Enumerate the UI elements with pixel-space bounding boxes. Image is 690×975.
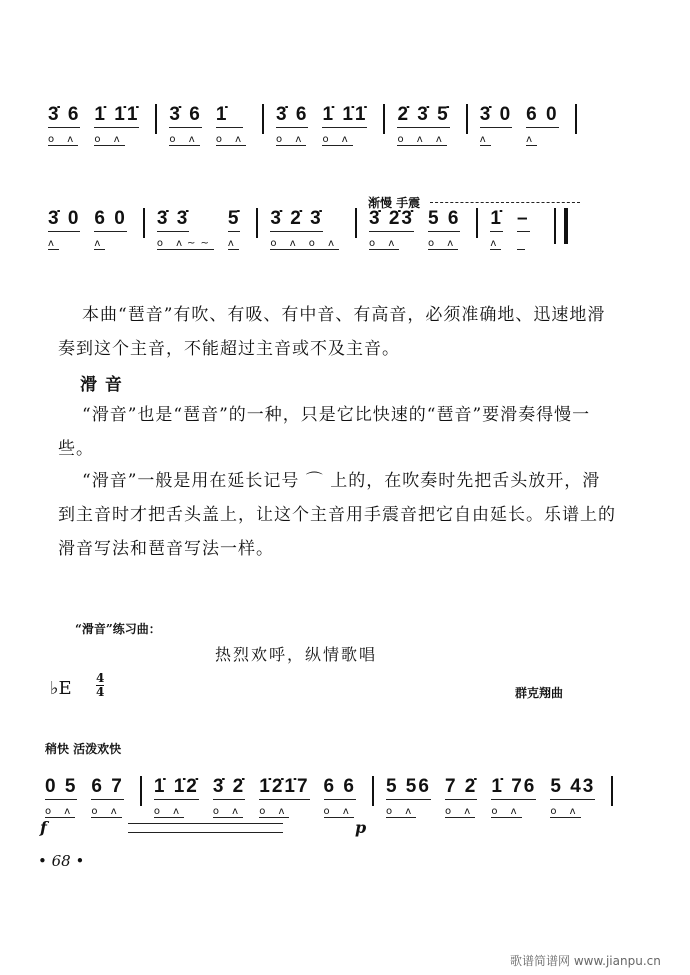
note-group: [369, 208, 414, 250]
notes: 1̇ 1̇1̇: [94, 104, 139, 128]
breath-marks: o ʌ: [322, 134, 353, 145]
breath-marks: ʌ: [48, 238, 59, 249]
breath-marks: ʌ: [94, 238, 106, 249]
notes: 3̇ 2̇3̇: [369, 208, 414, 232]
note-group: [276, 104, 308, 146]
bar-line: [355, 208, 357, 238]
breath-marks: o ʌ: [169, 134, 200, 145]
paragraph-1: 本曲“琶音”有吹、有吸、有中音、有高音，必须准确地、迅速地滑奏到这个主音，不能超过主音或不及主音。: [58, 305, 606, 359]
notes: 1̇ 1̇2̇: [154, 776, 199, 800]
notes: –: [517, 208, 530, 232]
notes: 1̇ 76: [491, 776, 536, 800]
note-group: [228, 208, 241, 250]
breath-marks: o ʌ: [276, 134, 307, 145]
notes: 7 2̇: [445, 776, 477, 800]
tremolo-line: [430, 202, 580, 203]
notes: 0 5: [45, 776, 77, 800]
breath-marks: o ʌ: [323, 806, 354, 817]
breath-marks: ʌ: [479, 134, 491, 145]
music-line-2: [48, 208, 568, 250]
notes: 2̇ 3̇ 5̇: [397, 104, 449, 128]
bar-line: [611, 776, 613, 806]
notes: 5 56: [386, 776, 431, 800]
final-bar-line: [554, 208, 568, 244]
bar-line: [262, 104, 264, 134]
exercise-label: “滑音”练习曲：: [75, 622, 161, 636]
note-group: [91, 776, 123, 818]
bar-line: [372, 776, 374, 806]
breath-marks: o ʌ: [48, 134, 79, 145]
note-group: [45, 776, 77, 818]
time-sig-top: 4: [96, 671, 105, 685]
tempo-mark: 渐慢 手震: [368, 196, 421, 210]
note-group: [324, 776, 356, 818]
bar-line: [383, 104, 385, 134]
breath-marks: ʌ: [227, 238, 239, 249]
breath-marks: o ʌ: [153, 806, 185, 817]
page-number: • 68 •: [38, 852, 85, 870]
breath-marks: o ʌ: [428, 238, 459, 249]
breath-marks: o ʌ: [45, 806, 76, 817]
bar-line: [140, 776, 142, 806]
diminuendo-mark: [128, 823, 283, 833]
breath-marks: o ʌ o ʌ: [270, 238, 340, 249]
note-group: [386, 776, 431, 818]
note-group: [428, 208, 460, 250]
song-title: 热烈欢呼，纵情歌唱: [215, 645, 378, 664]
notes: 3̇ 2̇ 3̇: [270, 208, 322, 232]
notes: 5 43: [550, 776, 595, 800]
note-group: [213, 776, 245, 818]
notes: 1̇: [490, 208, 503, 232]
key-signature: ♭E: [50, 678, 72, 699]
dynamic-piano: p: [355, 818, 367, 837]
breath-marks: o ʌ: [215, 134, 247, 145]
notes: 3̇ 2̇: [213, 776, 245, 800]
breath-marks: o ʌ: [444, 806, 476, 817]
watermark: 歌谱简谱网 www.jianpu.cn: [510, 954, 661, 968]
breath-marks: o ʌ: [259, 806, 290, 817]
note-group: [157, 208, 214, 250]
note-group: [490, 208, 503, 250]
notes: 6 0: [94, 208, 126, 232]
notes: 3̇ 0: [48, 208, 80, 232]
note-group: [270, 208, 339, 250]
notes: 6 6: [324, 776, 356, 800]
note-group: [526, 104, 558, 146]
note-group: [550, 776, 595, 818]
notes: 5̇: [228, 208, 241, 232]
breath-marks: ʌ: [490, 238, 502, 249]
breath-marks: o ʌ: [212, 806, 244, 817]
bar-line: [575, 104, 577, 134]
note-group: [48, 208, 80, 250]
section-heading: 滑 音: [80, 375, 123, 395]
notes: 5 6: [428, 208, 460, 232]
breath-marks: o ʌ: [550, 806, 581, 817]
breath-marks: o ʌ: [385, 806, 417, 817]
breath-marks: o ʌ: [91, 806, 122, 817]
note-group: [322, 104, 367, 146]
breath-marks: ʌ: [526, 134, 538, 145]
notes: 3̇ 6: [276, 104, 308, 128]
bar-line: [155, 104, 157, 134]
notes: 6 0: [526, 104, 558, 128]
paragraph-3: “滑音”一般是用在延长记号 ⌒ 上的，在吹奏时先把舌头放开，滑到主音时才把舌头盖上，让这个主音用手震音把它自由延长。乐谱上的滑音写法和琶音写法一样。: [58, 471, 616, 559]
bar-line: [466, 104, 468, 134]
note-group: [259, 776, 309, 818]
note-group: [94, 104, 139, 146]
note-group: [480, 104, 512, 146]
note-group: [491, 776, 536, 818]
notes: 1̇2̇1̇7: [259, 776, 309, 800]
notes: 1̇: [216, 104, 243, 128]
note-group: [216, 104, 246, 146]
breath-marks: [517, 238, 525, 250]
music-line-1: [48, 104, 589, 146]
dynamic-forte: f: [40, 818, 47, 837]
note-group: [154, 776, 199, 818]
breath-marks: o ʌ: [369, 238, 400, 249]
bar-line: [256, 208, 258, 238]
notes: 1̇ 1̇1̇: [322, 104, 367, 128]
notes: 6 7: [91, 776, 123, 800]
bar-line: [143, 208, 145, 238]
note-group: [48, 104, 80, 146]
note-group: [517, 208, 530, 250]
breath-marks: o ʌ~~: [156, 238, 214, 249]
time-signature: [96, 672, 104, 699]
composer: 群克翔曲: [515, 686, 564, 700]
bar-line: [476, 208, 478, 238]
breath-marks: o ʌ: [491, 806, 522, 817]
song-tempo: 稍快 活泼欢快: [45, 742, 122, 756]
note-group: [94, 208, 126, 250]
note-group: [169, 104, 201, 146]
breath-marks: o ʌ: [94, 134, 125, 145]
music-line-3: [45, 776, 625, 818]
notes: 3̇ 3̇: [157, 208, 189, 232]
breath-marks: o ʌ ʌ: [397, 134, 447, 145]
note-group: [397, 104, 449, 146]
notes: 3̇ 6: [169, 104, 201, 128]
notes: 3̇ 0: [480, 104, 512, 128]
notes: 3̇ 6: [48, 104, 80, 128]
note-group: [445, 776, 477, 818]
paragraph-2: “滑音”也是“琶音”的一种，只是它比快速的“琶音”要滑奏得慢一些。: [58, 405, 591, 459]
time-sig-bottom: 4: [96, 685, 105, 699]
